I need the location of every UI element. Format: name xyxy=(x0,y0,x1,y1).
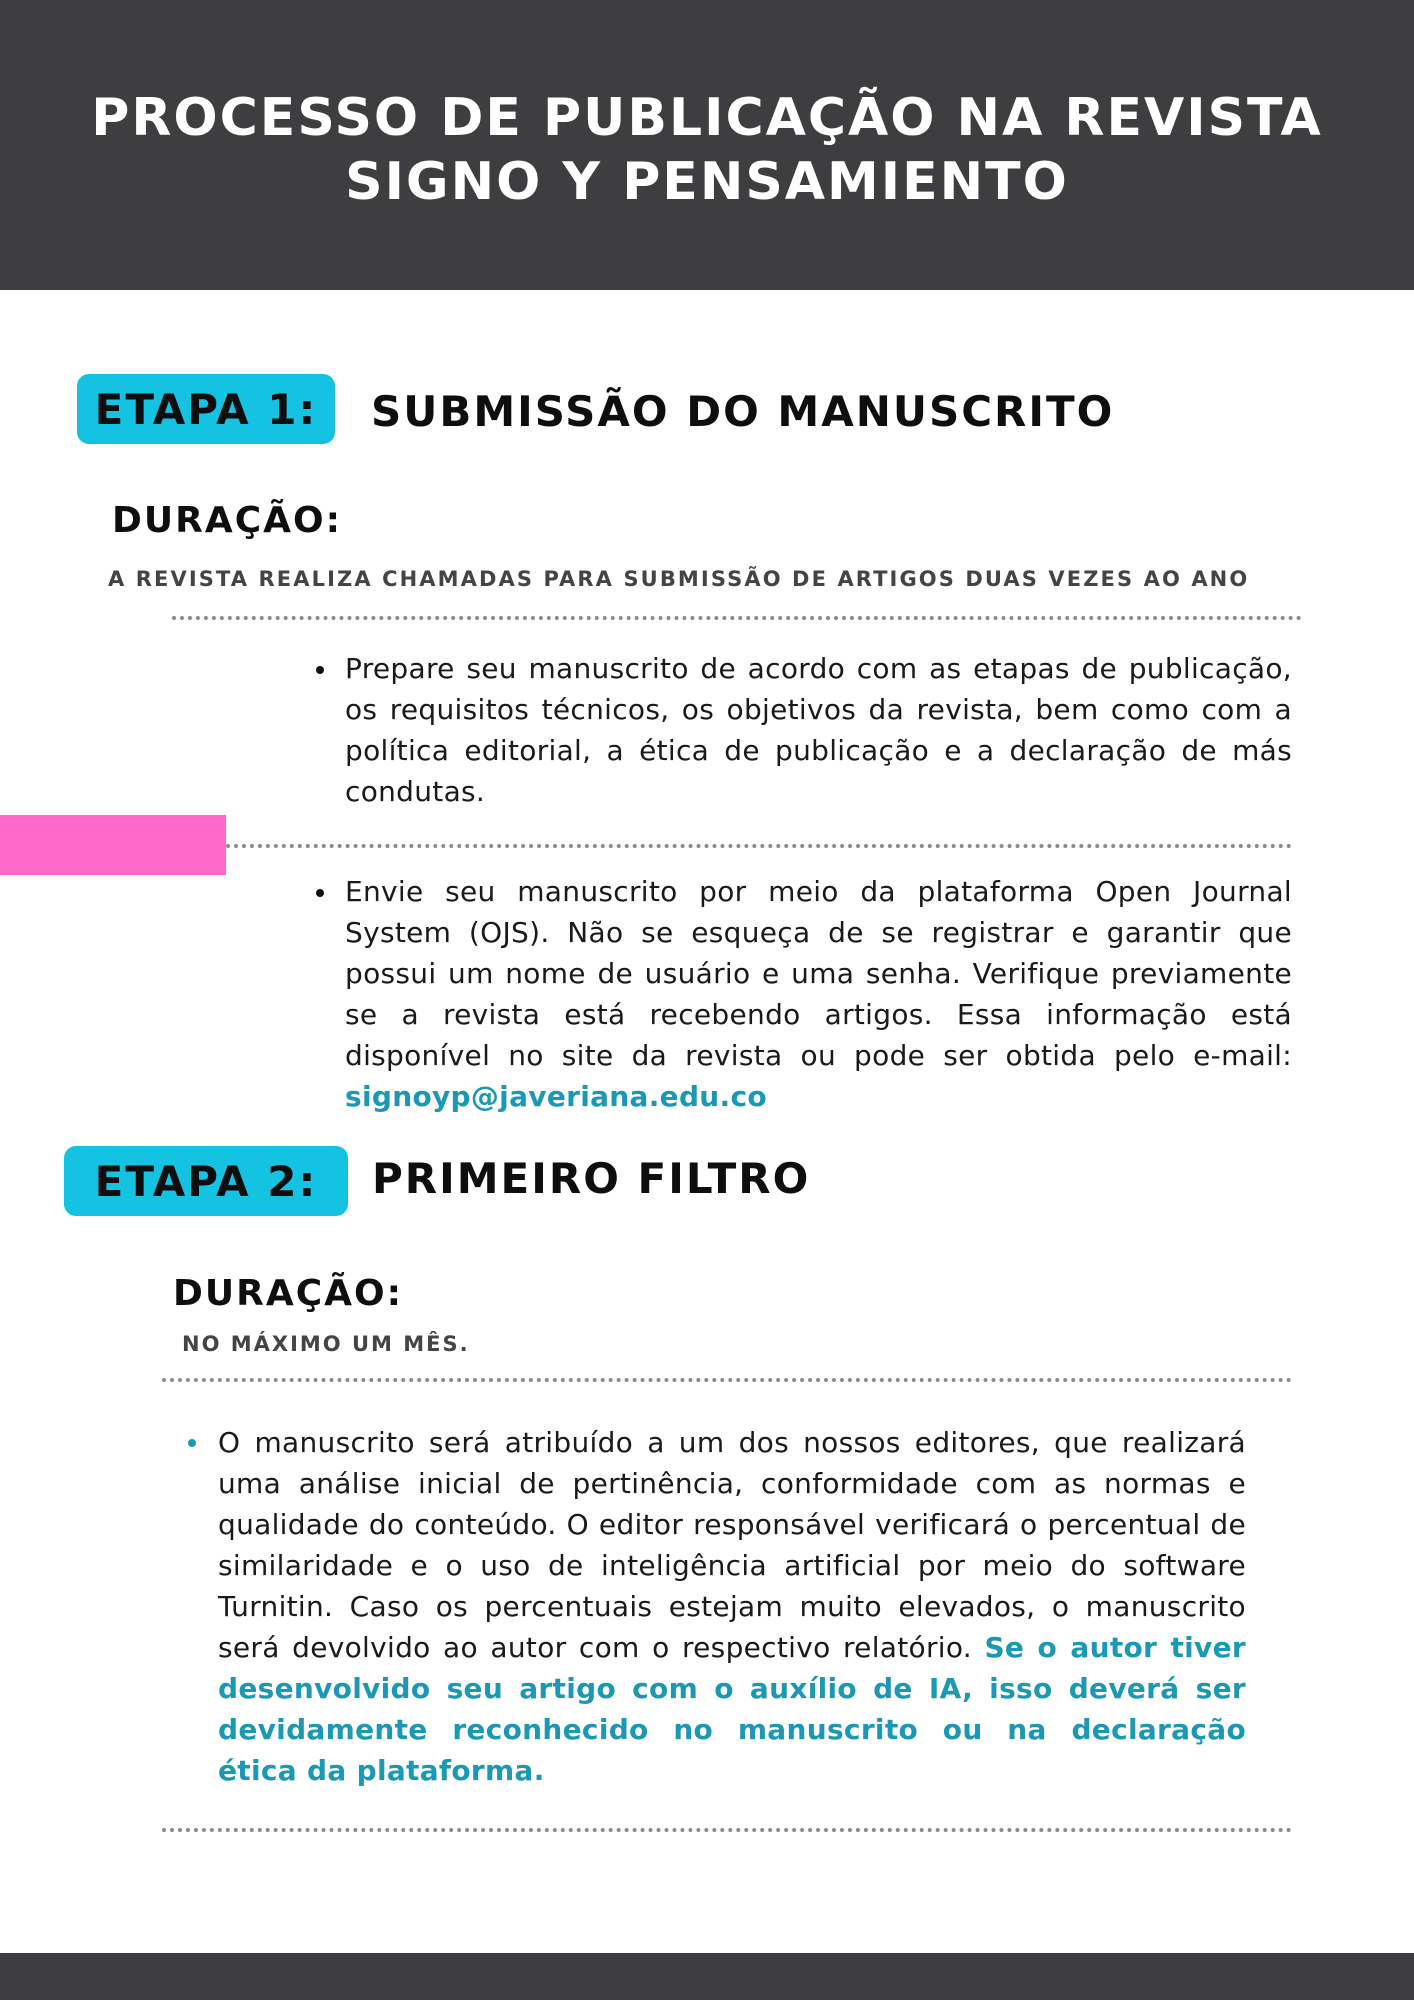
step2-duration-text: NO MÁXIMO UM MÊS. xyxy=(182,1332,470,1356)
contact-email-link[interactable]: signoyp@javeriana.edu.co xyxy=(345,1080,767,1113)
step2-title: PRIMEIRO FILTRO xyxy=(372,1154,811,1203)
step1-duration-label: DURAÇÃO: xyxy=(112,500,342,541)
step1-title: SUBMISSÃO DO MANUSCRITO xyxy=(371,387,1115,436)
page-title xyxy=(40,86,1374,214)
step2-badge: ETAPA 2: xyxy=(64,1146,348,1216)
divider xyxy=(162,1828,1292,1832)
divider xyxy=(226,844,1292,848)
ai-disclosure-highlight: Se o autor tiver desenvolvido seu artigo com o auxílio de IA, isso deverá ser devidamente reconhecido no manuscrito ou na declaração ética da plataforma. xyxy=(218,1631,1246,1787)
divider xyxy=(172,616,1302,620)
decorative-pink-bar xyxy=(0,815,226,875)
step1-bullet-2-text: Envie seu manuscrito por meio da plataforma Open Journal System (OJS). Não se esqueça de se registrar e garantir que possui um nome de usuário e uma senha. Verifique previamente se a revista está recebendo artigos. Essa informação está disponível no site da revista ou pode ser obtida pelo e-mail: xyxy=(345,875,1292,1072)
step2-bullet-1 xyxy=(218,1422,1246,1791)
step2-bullet-1-text: O manuscrito será atribuído a um dos nossos editores, que realizará uma análise inicial de pertinência, conformidade com as normas e qualidade do conteúdo. O editor responsável verificará o percentual de similaridade e o uso de inteligência artificial por meio do software Turnitin. Caso os percentuais estejam muito elevados, o manuscrito será devolvido ao autor com o respectivo relatório. xyxy=(218,1426,1246,1664)
bullet-marker xyxy=(188,1439,196,1447)
step1-duration-text: A REVISTA REALIZA CHAMADAS PARA SUBMISSÃO DE ARTIGOS DUAS VEZES AO ANO xyxy=(108,567,1250,591)
page-title-line-2: SIGNO Y PENSAMIENTO xyxy=(345,152,1069,212)
bullet-marker xyxy=(316,666,324,674)
bullet-marker xyxy=(316,889,324,897)
page-title-line-1: PROCESSO DE PUBLICAÇÃO NA REVISTA xyxy=(91,88,1323,148)
step1-bullet-2 xyxy=(345,871,1292,1117)
page-header xyxy=(0,0,1414,290)
page-footer xyxy=(0,1953,1414,2000)
divider xyxy=(162,1378,1292,1382)
step1-bullet-1: Prepare seu manuscrito de acordo com as etapas de publicação, os requisitos técnicos, os objetivos da revista, bem como com a política editorial, a ética de publicação e a declaração de más condutas. xyxy=(345,652,1292,808)
step2-duration-label: DURAÇÃO: xyxy=(173,1273,403,1314)
step1-badge: ETAPA 1: xyxy=(77,374,335,444)
